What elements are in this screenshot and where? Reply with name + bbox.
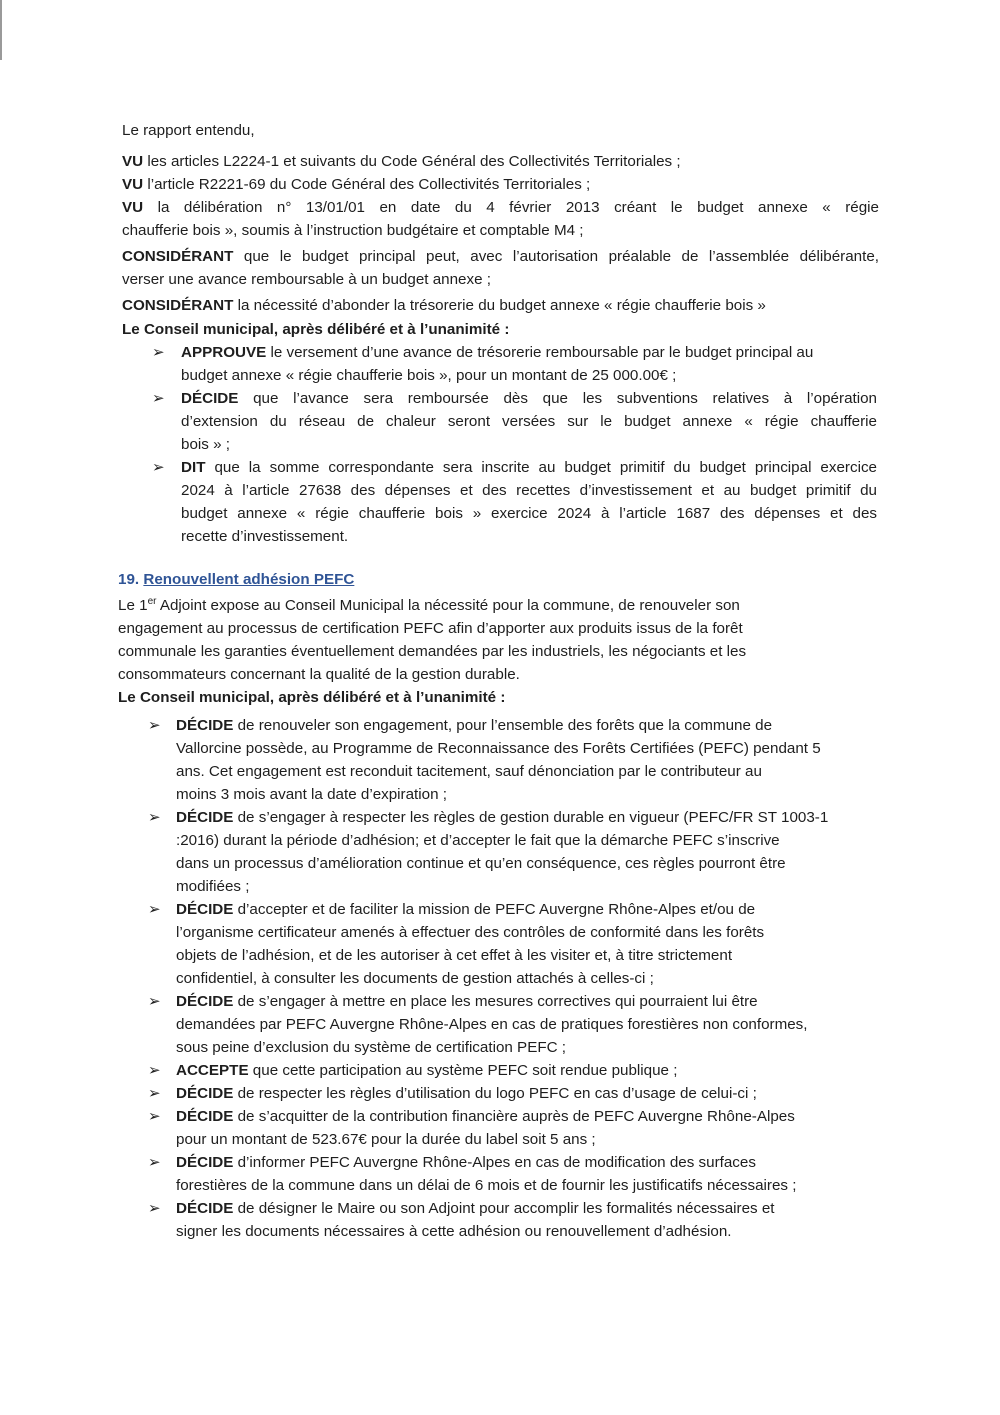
list-item-cont: :2016) durant la période d’adhésion; et d’accepter le fait que la démarche PEFC s’inscrive xyxy=(176,832,780,849)
list-item: DÉCIDE que l’avance sera remboursée dès que les subventions relatives à l’opération xyxy=(181,390,877,407)
list-item-cont: recette d’investissement. xyxy=(181,528,349,545)
arrow-bullet-icon: ➢ xyxy=(148,1085,161,1102)
list-item: DÉCIDE d’accepter et de faciliter la mission de PEFC Auvergne Rhône-Alpes et/ou de xyxy=(176,901,756,918)
list-item-cont: forestières de la commune dans un délai de 6 mois et de fournir les justificatifs nécessaires ; xyxy=(176,1177,797,1194)
list-item-cont: moins 3 mois avant la date d’expiration ; xyxy=(176,786,447,803)
vu-line-2: VU l’article R2221-69 du Code Général des Collectivités Territoriales ; xyxy=(122,176,591,193)
list-item-cont: dans un processus d’amélioration continue et qu’en conséquence, ces règles pourront être xyxy=(176,855,786,872)
list-item-cont: modifiées ; xyxy=(176,878,250,895)
arrow-bullet-icon: ➢ xyxy=(152,344,165,361)
list-item-cont: signer les documents nécessaires à cette adhésion ou renouvellement d’adhésion. xyxy=(176,1223,732,1240)
considerant-line-2: CONSIDÉRANT la nécessité d’abonder la trésorerie du budget annexe « régie chaufferie bois » xyxy=(122,297,766,314)
intro-line: Le rapport entendu, xyxy=(122,122,255,139)
vu-line-3: VU la délibération n° 13/01/01 en date du 4 février 2013 créant le budget annexe « régie xyxy=(122,199,879,216)
list-item-cont: l’organisme certificateur amenés à effectuer des contrôles de conformité dans les forêts xyxy=(176,924,765,941)
council-decision-heading: Le Conseil municipal, après délibéré et à l’unanimité : xyxy=(118,689,506,706)
arrow-bullet-icon: ➢ xyxy=(148,1062,161,1079)
list-item: DIT que la somme correspondante sera inscrite au budget primitif du budget principal exercice xyxy=(181,459,877,476)
arrow-bullet-icon: ➢ xyxy=(148,901,161,918)
section-paragraph-cont: engagement au processus de certification PEFC afin d’apporter aux produits issus de la forêt xyxy=(118,620,743,637)
list-item: DÉCIDE de respecter les règles d’utilisation du logo PEFC en cas d’usage de celui-ci ; xyxy=(176,1085,757,1102)
arrow-bullet-icon: ➢ xyxy=(152,459,165,476)
section-paragraph-cont: communale les garanties éventuellement demandées par les industriels, les négociants et les xyxy=(118,643,747,660)
list-item-cont: 2024 à l’article 27638 des dépenses et des recettes d’investissement et au budget primitif du xyxy=(181,482,877,499)
arrow-bullet-icon: ➢ xyxy=(148,1154,161,1171)
list-item-cont: Vallorcine possède, au Programme de Reconnaissance des Forêts Certifiées (PEFC) pendant 5 xyxy=(176,740,821,757)
arrow-bullet-icon: ➢ xyxy=(148,717,161,734)
arrow-bullet-icon: ➢ xyxy=(148,993,161,1010)
list-item: DÉCIDE d’informer PEFC Auvergne Rhône-Alpes en cas de modification des surfaces xyxy=(176,1154,756,1171)
list-item-cont: ans. Cet engagement est reconduit tacitement, sauf dénonciation par le contributeur au xyxy=(176,763,762,780)
list-item: ACCEPTE que cette participation au système PEFC soit rendue publique ; xyxy=(176,1062,678,1079)
left-margin-mark xyxy=(0,0,2,60)
list-item: DÉCIDE de s’acquitter de la contribution financière auprès de PEFC Auvergne Rhône-Alpes xyxy=(176,1108,795,1125)
list-item-cont: bois » ; xyxy=(181,436,230,453)
list-item: DÉCIDE de désigner le Maire ou son Adjoint pour accomplir les formalités nécessaires et xyxy=(176,1200,775,1217)
arrow-bullet-icon: ➢ xyxy=(148,1200,161,1217)
arrow-bullet-icon: ➢ xyxy=(152,390,165,407)
list-item-cont: budget annexe « régie chaufferie bois » exercice 2024 à l’article 1687 des dépenses et des xyxy=(181,505,877,522)
section-paragraph-cont: consommateurs concernant la qualité de la gestion durable. xyxy=(118,666,520,683)
list-item: DÉCIDE de s’engager à respecter les règles de gestion durable en vigueur (PEFC/FR ST 1003-1 xyxy=(176,809,829,826)
list-item-cont: demandées par PEFC Auvergne Rhône-Alpes en cas de pratiques forestières non conformes, xyxy=(176,1016,808,1033)
arrow-bullet-icon: ➢ xyxy=(148,1108,161,1125)
list-item-cont: sous peine d’exclusion du système de certification PEFC ; xyxy=(176,1039,567,1056)
arrow-bullet-icon: ➢ xyxy=(148,809,161,826)
section-heading: 19. Renouvellent adhésion PEFC xyxy=(118,571,355,588)
list-item-cont: objets de l’adhésion, et de les autoriser à cet effet à les visiter et, à titre strictement xyxy=(176,947,733,964)
considerant-line-1: CONSIDÉRANT que le budget principal peut, avec l’autorisation préalable de l’assemblée délibérante, xyxy=(122,248,879,265)
list-item: DÉCIDE de renouveler son engagement, pour l’ensemble des forêts que la commune de xyxy=(176,717,773,734)
list-item-cont: confidentiel, à consulter les documents de gestion attachés à celles-ci ; xyxy=(176,970,654,987)
list-item-cont: pour un montant de 523.67€ pour la durée du label soit 5 ans ; xyxy=(176,1131,596,1148)
list-item: DÉCIDE de s’engager à mettre en place les mesures correctives qui pourraient lui être xyxy=(176,993,758,1010)
vu-line-3-cont: chaufferie bois », soumis à l’instruction budgétaire et comptable M4 ; xyxy=(122,222,584,239)
list-item-cont: budget annexe « régie chaufferie bois », pour un montant de 25 000.00€ ; xyxy=(181,367,677,384)
section-paragraph: Le 1er Adjoint expose au Conseil Municipal la nécessité pour la commune, de renouveler son xyxy=(118,595,740,614)
council-decision-heading: Le Conseil municipal, après délibéré et à l’unanimité : xyxy=(122,321,510,338)
considerant-line-1-cont: verser une avance remboursable à un budget annexe ; xyxy=(122,271,491,288)
vu-line-1: VU les articles L2224-1 et suivants du Code Général des Collectivités Territoriales ; xyxy=(122,153,681,170)
list-item: APPROUVE le versement d’une avance de trésorerie remboursable par le budget principal au xyxy=(181,344,814,361)
list-item-cont: d’extension du réseau de chaleur seront versées sur le budget annexe « régie chaufferie xyxy=(181,413,877,430)
